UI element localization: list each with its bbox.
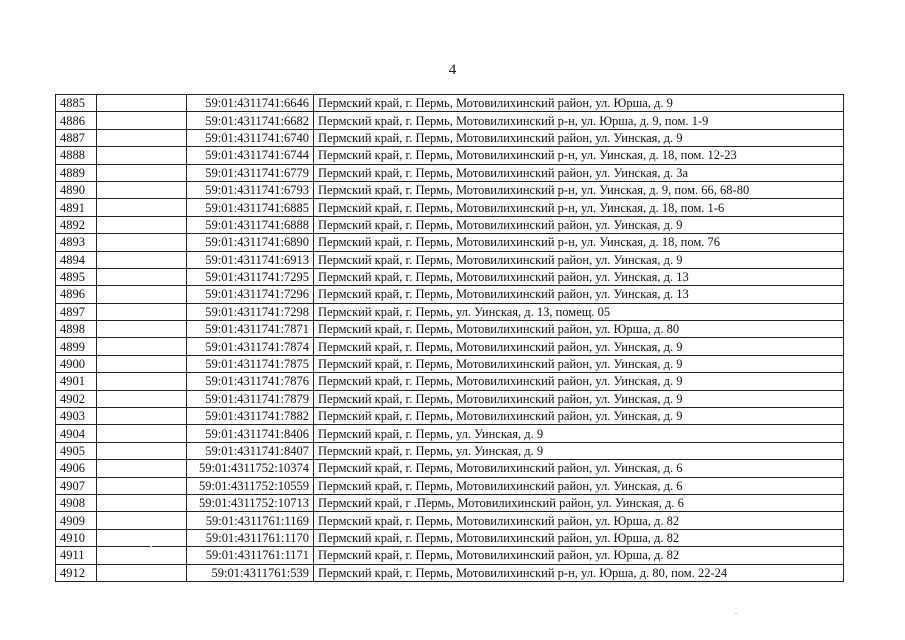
empty-cell bbox=[97, 234, 187, 251]
table-row bbox=[56, 547, 844, 564]
empty-cell bbox=[97, 303, 187, 320]
table-row bbox=[56, 442, 844, 459]
empty-cell bbox=[97, 460, 187, 477]
table-row bbox=[56, 164, 844, 181]
empty-cell bbox=[97, 147, 187, 164]
empty-cell bbox=[97, 181, 187, 198]
page-number: 4 bbox=[448, 62, 457, 78]
row-number-cell: 4888 bbox=[56, 147, 97, 164]
cadastral-number-cell: 59:01:4311741:7871 bbox=[187, 321, 314, 338]
cadastral-number-cell: 59:01:4311752:10374 bbox=[187, 460, 314, 477]
row-number-cell: 4908 bbox=[56, 494, 97, 511]
address-cell: Пермский край, г. Пермь, Мотовилихинский район, ул. Уинская, д. 13 bbox=[314, 286, 844, 303]
address-cell: Пермский край, г. Пермь, ул. Уинская, д. 9 bbox=[314, 425, 844, 442]
empty-cell bbox=[97, 112, 187, 129]
cadastral-number-cell: 59:01:4311741:6682 bbox=[187, 112, 314, 129]
empty-cell bbox=[97, 442, 187, 459]
scan-speck bbox=[150, 546, 152, 547]
table-row bbox=[56, 529, 844, 546]
row-number-cell: 4900 bbox=[56, 355, 97, 372]
empty-cell bbox=[97, 321, 187, 338]
cadastral-number-cell: 59:01:4311741:7882 bbox=[187, 408, 314, 425]
cadastral-number-cell: 59:01:4311741:7879 bbox=[187, 390, 314, 407]
row-number-cell: 4893 bbox=[56, 234, 97, 251]
table-row bbox=[56, 564, 844, 581]
address-cell: Пермский край, г. Пермь, Мотовилихинский р-н, ул. Уинская, д. 18, пом. 76 bbox=[314, 234, 844, 251]
address-cell: Пермский край, г .Пермь, Мотовилихинский район, ул. Уинская, д. 6 bbox=[314, 494, 844, 511]
row-number-cell: 4903 bbox=[56, 408, 97, 425]
row-number-cell: 4895 bbox=[56, 268, 97, 285]
row-number-cell: 4885 bbox=[56, 95, 97, 112]
cadastral-number-cell: 59:01:4311741:6885 bbox=[187, 199, 314, 216]
cadastral-number-cell: 59:01:4311741:6779 bbox=[187, 164, 314, 181]
empty-cell bbox=[97, 216, 187, 233]
cadastral-number-cell: 59:01:4311741:7874 bbox=[187, 338, 314, 355]
empty-cell bbox=[97, 129, 187, 146]
cadastral-number-cell: 59:01:4311761:1170 bbox=[187, 529, 314, 546]
cadastral-number-cell: 59:01:4311741:7295 bbox=[187, 268, 314, 285]
table-row bbox=[56, 408, 844, 425]
empty-cell bbox=[97, 390, 187, 407]
table-row bbox=[56, 338, 844, 355]
empty-cell bbox=[97, 373, 187, 390]
row-number-cell: 4894 bbox=[56, 251, 97, 268]
row-number-cell: 4909 bbox=[56, 512, 97, 529]
table-row bbox=[56, 355, 844, 372]
empty-cell bbox=[97, 338, 187, 355]
address-cell: Пермский край, г. Пермь, Мотовилихинский район, ул. Юрша, д. 9 bbox=[314, 95, 844, 112]
row-number-cell: 4912 bbox=[56, 564, 97, 581]
table-row bbox=[56, 373, 844, 390]
address-cell: Пермский край, г. Пермь, ул. Уинская, д. 13, помещ. 05 bbox=[314, 303, 844, 320]
table-row bbox=[56, 425, 844, 442]
cadastral-number-cell: 59:01:4311761:539 bbox=[187, 564, 314, 581]
address-cell: Пермский край, г. Пермь, Мотовилихинский район, ул. Уинская, д. 9 bbox=[314, 373, 844, 390]
address-cell: Пермский край, г. Пермь, Мотовилихинский район, ул. Юрша, д. 82 bbox=[314, 529, 844, 546]
row-number-cell: 4911 bbox=[56, 547, 97, 564]
cadastral-number-cell: 59:01:4311741:8406 bbox=[187, 425, 314, 442]
cadastral-number-cell: 59:01:4311761:1169 bbox=[187, 512, 314, 529]
table-row bbox=[56, 112, 844, 129]
row-number-cell: 4899 bbox=[56, 338, 97, 355]
empty-cell bbox=[97, 547, 187, 564]
row-number-cell: 4896 bbox=[56, 286, 97, 303]
address-cell: Пермский край, г. Пермь, Мотовилихинский район, ул. Уинская, д. 9 bbox=[314, 355, 844, 372]
row-number-cell: 4898 bbox=[56, 321, 97, 338]
table-row bbox=[56, 390, 844, 407]
empty-cell bbox=[97, 164, 187, 181]
row-number-cell: 4889 bbox=[56, 164, 97, 181]
address-cell: Пермский край, г. Пермь, Мотовилихинский район, ул. Уинская, д. 9 bbox=[314, 129, 844, 146]
row-number-cell: 4906 bbox=[56, 460, 97, 477]
empty-cell bbox=[97, 529, 187, 546]
row-number-cell: 4901 bbox=[56, 373, 97, 390]
cadastral-number-cell: 59:01:4311752:10559 bbox=[187, 477, 314, 494]
cadastral-number-cell: 59:01:4311741:6646 bbox=[187, 95, 314, 112]
table-row bbox=[56, 251, 844, 268]
cadastral-number-cell: 59:01:4311741:8407 bbox=[187, 442, 314, 459]
registry-table bbox=[55, 94, 844, 582]
empty-cell bbox=[97, 95, 187, 112]
row-number-cell: 4910 bbox=[56, 529, 97, 546]
cadastral-number-cell: 59:01:4311741:7875 bbox=[187, 355, 314, 372]
empty-cell bbox=[97, 494, 187, 511]
address-cell: Пермский край, г. Пермь, Мотовилихинский район, ул. Уинская, д. 6 bbox=[314, 460, 844, 477]
empty-cell bbox=[97, 199, 187, 216]
row-number-cell: 4905 bbox=[56, 442, 97, 459]
empty-cell bbox=[97, 477, 187, 494]
empty-cell bbox=[97, 425, 187, 442]
cadastral-number-cell: 59:01:4311741:6793 bbox=[187, 181, 314, 198]
table-row bbox=[56, 181, 844, 198]
table-row bbox=[56, 477, 844, 494]
table-row bbox=[56, 216, 844, 233]
address-cell: Пермский край, г. Пермь, Мотовилихинский район, ул. Уинская, д. 9 bbox=[314, 216, 844, 233]
cadastral-number-cell: 59:01:4311741:6913 bbox=[187, 251, 314, 268]
row-number-cell: 4887 bbox=[56, 129, 97, 146]
table-row bbox=[56, 460, 844, 477]
cadastral-number-cell: 59:01:4311741:6890 bbox=[187, 234, 314, 251]
row-number-cell: 4904 bbox=[56, 425, 97, 442]
cadastral-number-cell: 59:01:4311741:6740 bbox=[187, 129, 314, 146]
table-row bbox=[56, 95, 844, 112]
address-cell: Пермский край, г. Пермь, Мотовилихинский р-н, ул. Уинская, д. 18, пом. 12-23 bbox=[314, 147, 844, 164]
empty-cell bbox=[97, 286, 187, 303]
cadastral-number-cell: 59:01:4311741:7296 bbox=[187, 286, 314, 303]
row-number-cell: 4890 bbox=[56, 181, 97, 198]
table-row bbox=[56, 234, 844, 251]
table-row bbox=[56, 268, 844, 285]
address-cell: Пермский край, г. Пермь, Мотовилихинский район, ул. Юрша, д. 82 bbox=[314, 512, 844, 529]
address-cell: Пермский край, г. Пермь, Мотовилихинский район, ул. Уинская, д. 13 bbox=[314, 268, 844, 285]
registry-table-body bbox=[56, 95, 844, 582]
address-cell: Пермский край, г. Пермь, Мотовилихинский район, ул. Уинская, д. 3а bbox=[314, 164, 844, 181]
empty-cell bbox=[97, 512, 187, 529]
table-row bbox=[56, 303, 844, 320]
address-cell: Пермский край, г. Пермь, Мотовилихинский район, ул. Уинская, д. 9 bbox=[314, 408, 844, 425]
table-row bbox=[56, 321, 844, 338]
empty-cell bbox=[97, 355, 187, 372]
cadastral-number-cell: 59:01:4311741:6888 bbox=[187, 216, 314, 233]
table-row bbox=[56, 147, 844, 164]
address-cell: Пермский край, г. Пермь, Мотовилихинский район, ул. Уинская, д. 6 bbox=[314, 477, 844, 494]
empty-cell bbox=[97, 408, 187, 425]
address-cell: Пермский край, г. Пермь, Мотовилихинский р-н, ул. Юрша, д. 9, пом. 1-9 bbox=[314, 112, 844, 129]
address-cell: Пермский край, г. Пермь, ул. Уинская, д. 9 bbox=[314, 442, 844, 459]
cadastral-number-cell: 59:01:4311761:1171 bbox=[187, 547, 314, 564]
row-number-cell: 4902 bbox=[56, 390, 97, 407]
empty-cell bbox=[97, 268, 187, 285]
address-cell: Пермский край, г. Пермь, Мотовилихинский р-н, ул. Юрша, д. 80, пом. 22-24 bbox=[314, 564, 844, 581]
row-number-cell: 4907 bbox=[56, 477, 97, 494]
cadastral-number-cell: 59:01:4311752:10713 bbox=[187, 494, 314, 511]
cadastral-number-cell: 59:01:4311741:7298 bbox=[187, 303, 314, 320]
cadastral-number-cell: 59:01:4311741:6744 bbox=[187, 147, 314, 164]
address-cell: Пермский край, г. Пермь, Мотовилихинский р-н, ул. Уинская, д. 18, пом. 1-6 bbox=[314, 199, 844, 216]
row-number-cell: 4897 bbox=[56, 303, 97, 320]
address-cell: Пермский край, г. Пермь, Мотовилихинский район, ул. Уинская, д. 9 bbox=[314, 251, 844, 268]
scan-speck bbox=[735, 613, 737, 614]
address-cell: Пермский край, г. Пермь, Мотовилихинский р-н, ул. Уинская, д. 9, пом. 66, 68-80 bbox=[314, 181, 844, 198]
address-cell: Пермский край, г. Пермь, Мотовилихинский район, ул. Юрша, д. 80 bbox=[314, 321, 844, 338]
row-number-cell: 4886 bbox=[56, 112, 97, 129]
address-cell: Пермский край, г. Пермь, Мотовилихинский район, ул. Уинская, д. 9 bbox=[314, 390, 844, 407]
address-cell: Пермский край, г. Пермь, Мотовилихинский район, ул. Юрша, д. 82 bbox=[314, 547, 844, 564]
address-cell: Пермский край, г. Пермь, Мотовилихинский район, ул. Уинская, д. 9 bbox=[314, 338, 844, 355]
table-row bbox=[56, 199, 844, 216]
empty-cell bbox=[97, 251, 187, 268]
cadastral-number-cell: 59:01:4311741:7876 bbox=[187, 373, 314, 390]
row-number-cell: 4891 bbox=[56, 199, 97, 216]
row-number-cell: 4892 bbox=[56, 216, 97, 233]
table-row bbox=[56, 494, 844, 511]
table-row bbox=[56, 129, 844, 146]
table-row bbox=[56, 286, 844, 303]
empty-cell bbox=[97, 564, 187, 581]
table-row bbox=[56, 512, 844, 529]
